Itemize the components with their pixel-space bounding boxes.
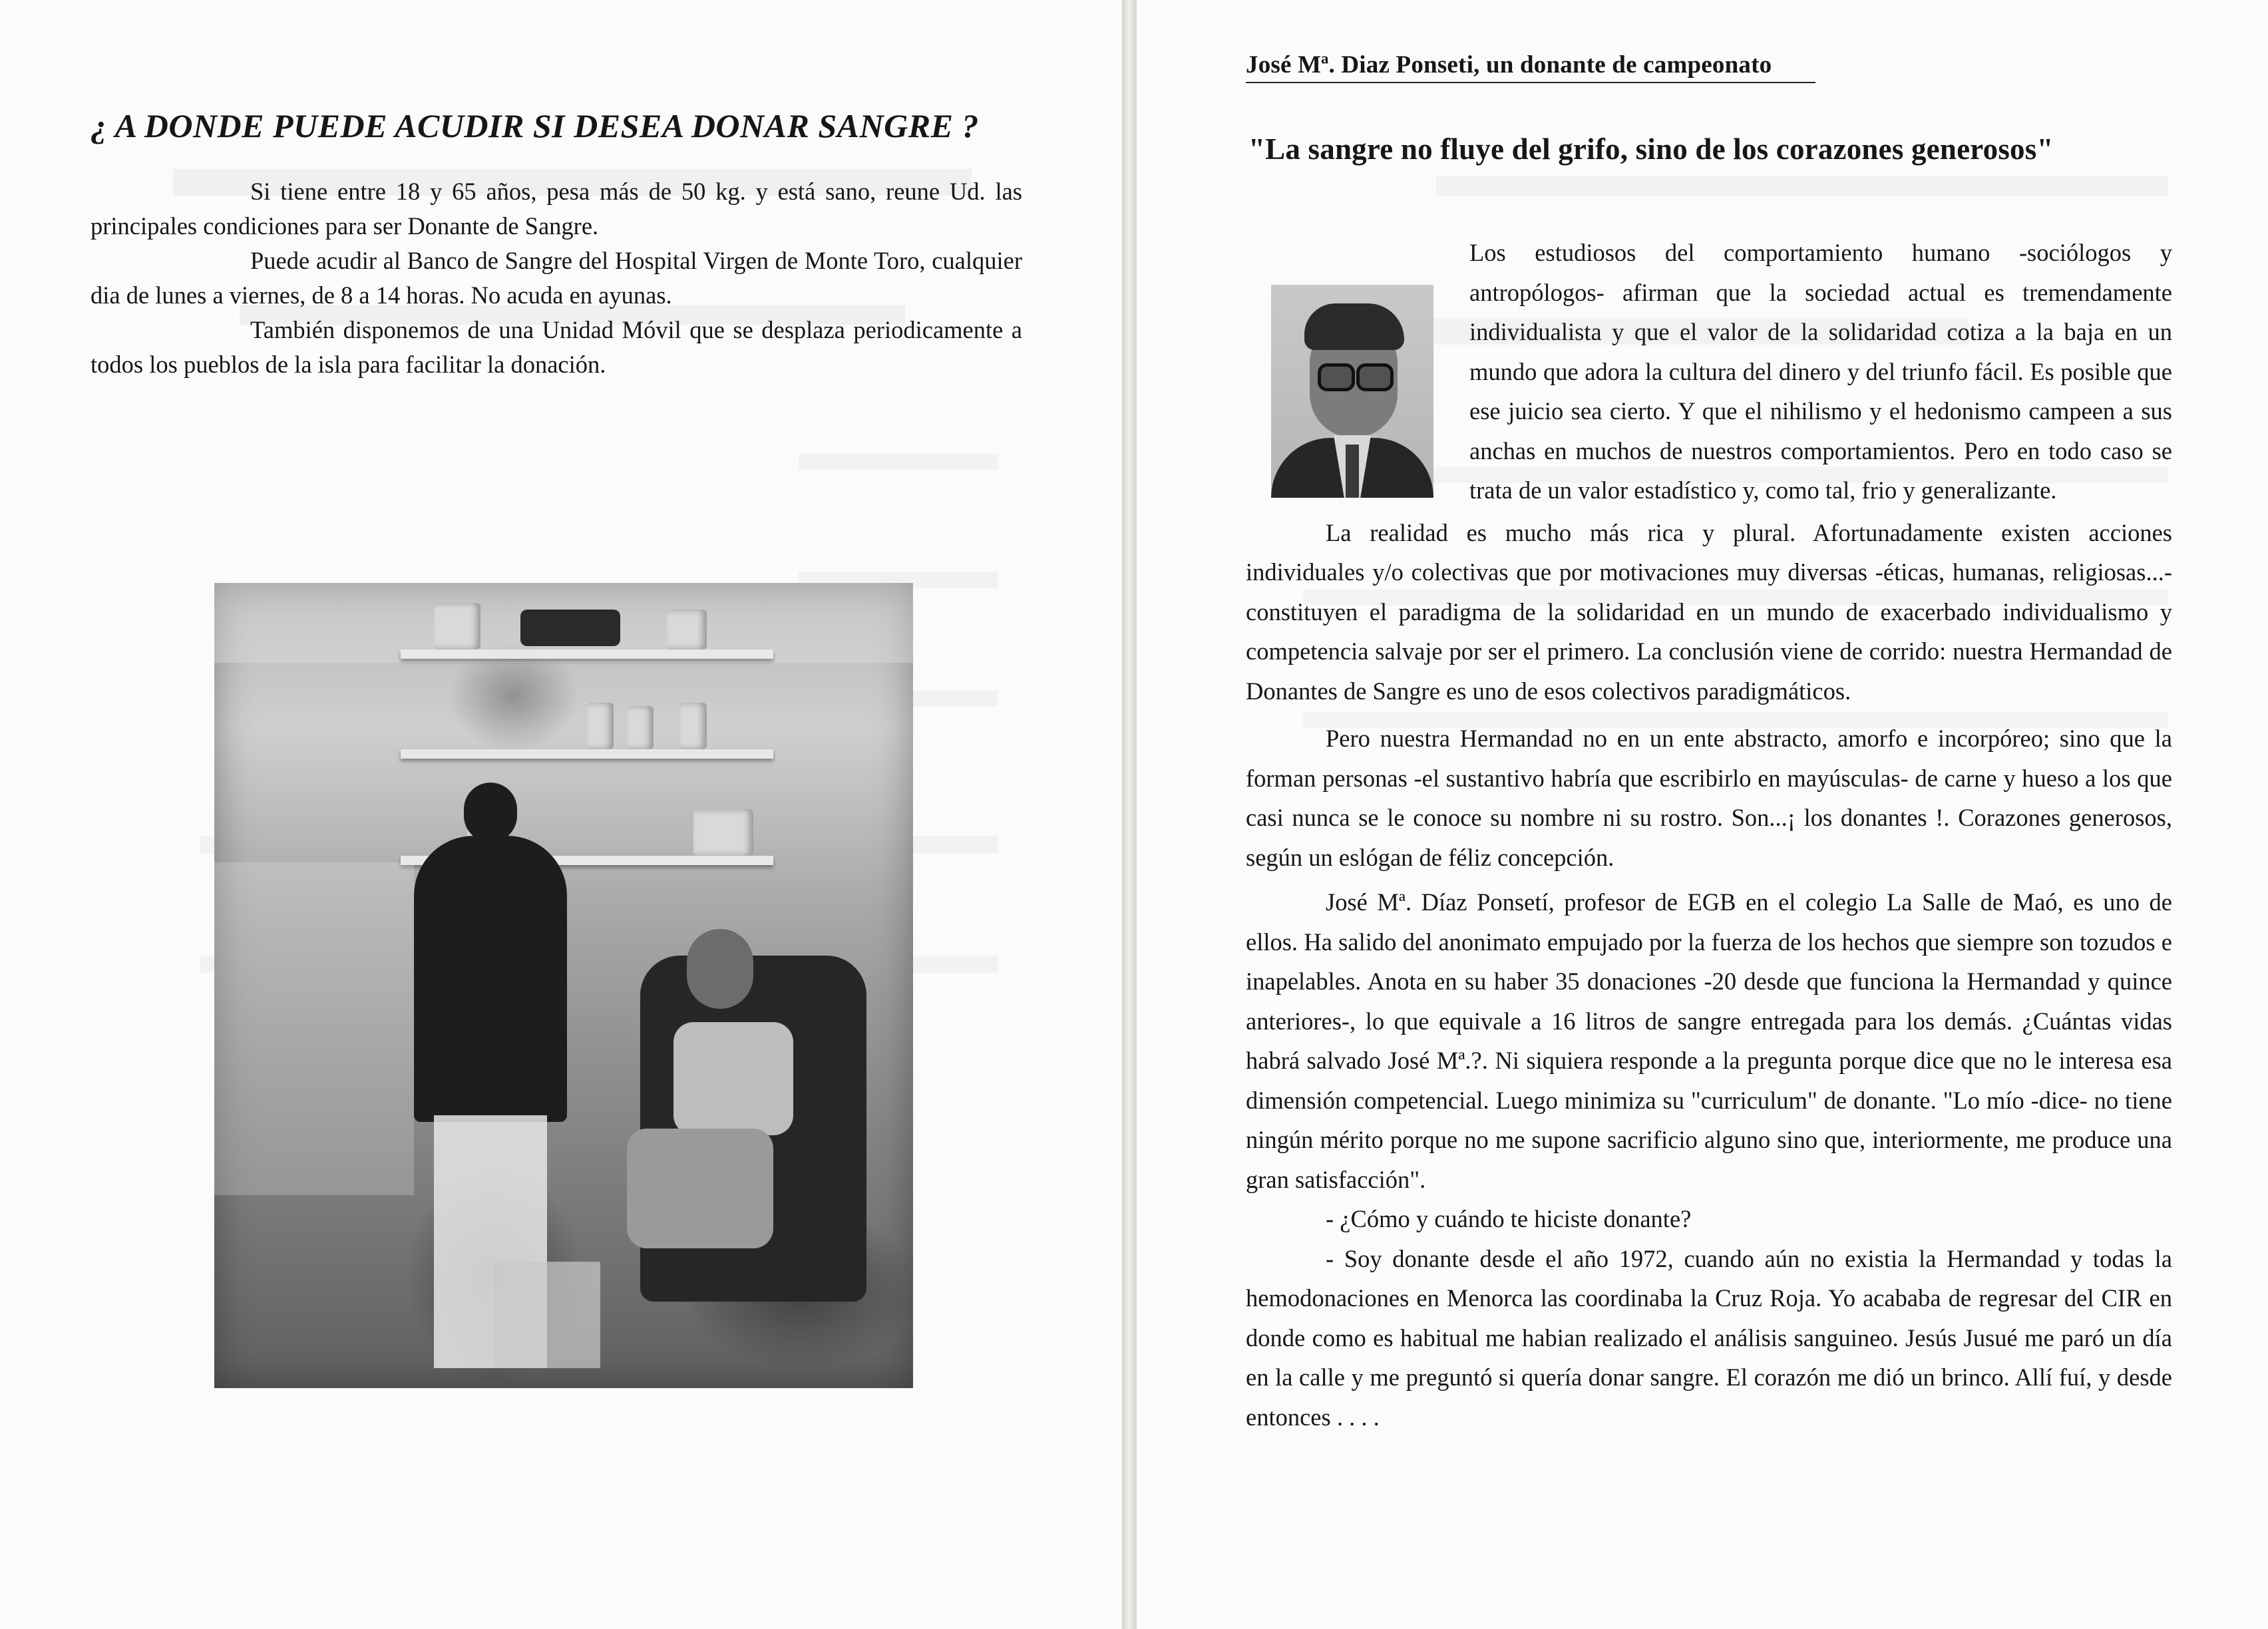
article-body bbox=[1246, 233, 2172, 1437]
page-gutter bbox=[1122, 0, 1135, 1629]
donation-room-photo bbox=[214, 583, 913, 1388]
left-paragraph-1: Si tiene entre 18 y 65 años, pesa más de 50 kg. y está sano, reune Ud. las principales condiciones para ser Donante de Sangre. bbox=[91, 178, 1022, 240]
article-paragraph-2: Pero nuestra Hermandad no en un ente abstracto, amorfo e incorpóreo; sino que la forman personas -el sustantivo habría que escribirlo en mayúsculas- de carne y hueso a los que casi nunca se le conoce su nombre ni su rostro. Son...¡ los donantes !. Corazones generosos, según un eslógan de féliz concepción. bbox=[1246, 725, 2172, 871]
left-headline: ¿ A DONDE PUEDE ACUDIR SI DESEA DONAR SANGRE ? bbox=[91, 107, 979, 144]
interview-answer-1: - Soy donante desde el año 1972, cuando aún no existia la Hermandad y todas la hemodonaciones en Menorca las coordinaba la Cruz Roja. Yo acababa de regresar del CIR en donde como es habitual me habian realizado el análisis sanguineo. Jesús Jusué me paró un día en la calle y me preguntó si quería donar sangre. El corazón me dió un brinco. Allí fuí, y desde entonces . . . . bbox=[1246, 1244, 2172, 1431]
article-paragraph-1: La realidad es mucho más rica y plural. Afortunadamente existen acciones individuales y/o colectivas que por motivaciones muy diversas -éticas, humanas, religiosas...-constituyen el paradigma de la solidaridad en un mundo de exacerbado individualismo y competencia salvaje por ser el primero. La conclusión viene de corrido: nuestra Hermandad de Donantes de Sangre es uno de esos colectivos paradigmáticos. bbox=[1246, 518, 2172, 705]
interview-question-1: - ¿Cómo y cuándo te hiciste donante? bbox=[1326, 1205, 1692, 1232]
article-headline: "La sangre no fluye del grifo, sino de los corazones generosos" bbox=[1248, 132, 2054, 166]
left-page bbox=[0, 0, 1123, 1629]
article-intro-paragraph bbox=[1246, 233, 2172, 510]
article-running-title: José Mª. Diaz Ponseti, un donante de campeonato bbox=[1246, 51, 1815, 83]
left-paragraph-3: También disponemos de una Unidad Móvil que se desplaza periodicamente a todos los pueblos de la isla para facilitar la donación. bbox=[91, 316, 1022, 378]
left-paragraph-2: Puede acudir al Banco de Sangre del Hospital Virgen de Monte Toro, cualquier dia de lunes a viernes, de 8 a 14 horas. No acuda en ayunas. bbox=[91, 247, 1022, 309]
left-body-text bbox=[91, 174, 1022, 382]
article-paragraph-3: José Mª. Díaz Ponsetí, profesor de EGB en el colegio La Salle de Maó, es uno de ellos. Ha salido del anonimato empujado por la fuerza de los hechos que siempre son tozudos e inapelables. Anota en su haber 35 donaciones -20 desde que funciona la Hermandad y quince anteriores-, lo que equivale a 16 litros de sangre entregada para los demás. ¿Cuántas vidas habrá salvado José Mª.?. Ni siquiera responde a la pregunta porque dice que no le interesa esa dimensión competencial. Luego minimiza su "curriculum" de donante. "Lo mío -dice- no tiene ningún mérito porque no me supone sacrificio alguno sino que, interiormente, me produce una gran satisfacción". bbox=[1246, 888, 2172, 1193]
article-intro-text: Los estudiosos del comportamiento humano -sociólogos y antropólogos- afirman que la sociedad actual es tremendamente individualista y que el valor de la solidaridad cotiza a la baja en un mundo que adora la cultura del dinero y del triunfo fácil. Es posible que ese juicio sea cierto. Y que el nihilismo y el hedonismo campeen a sus anchas en muchos de nuestros comportamientos. Pero en todo caso se trata de un valor estadístico y, como tal, frio y generalizante. bbox=[1469, 239, 2172, 504]
